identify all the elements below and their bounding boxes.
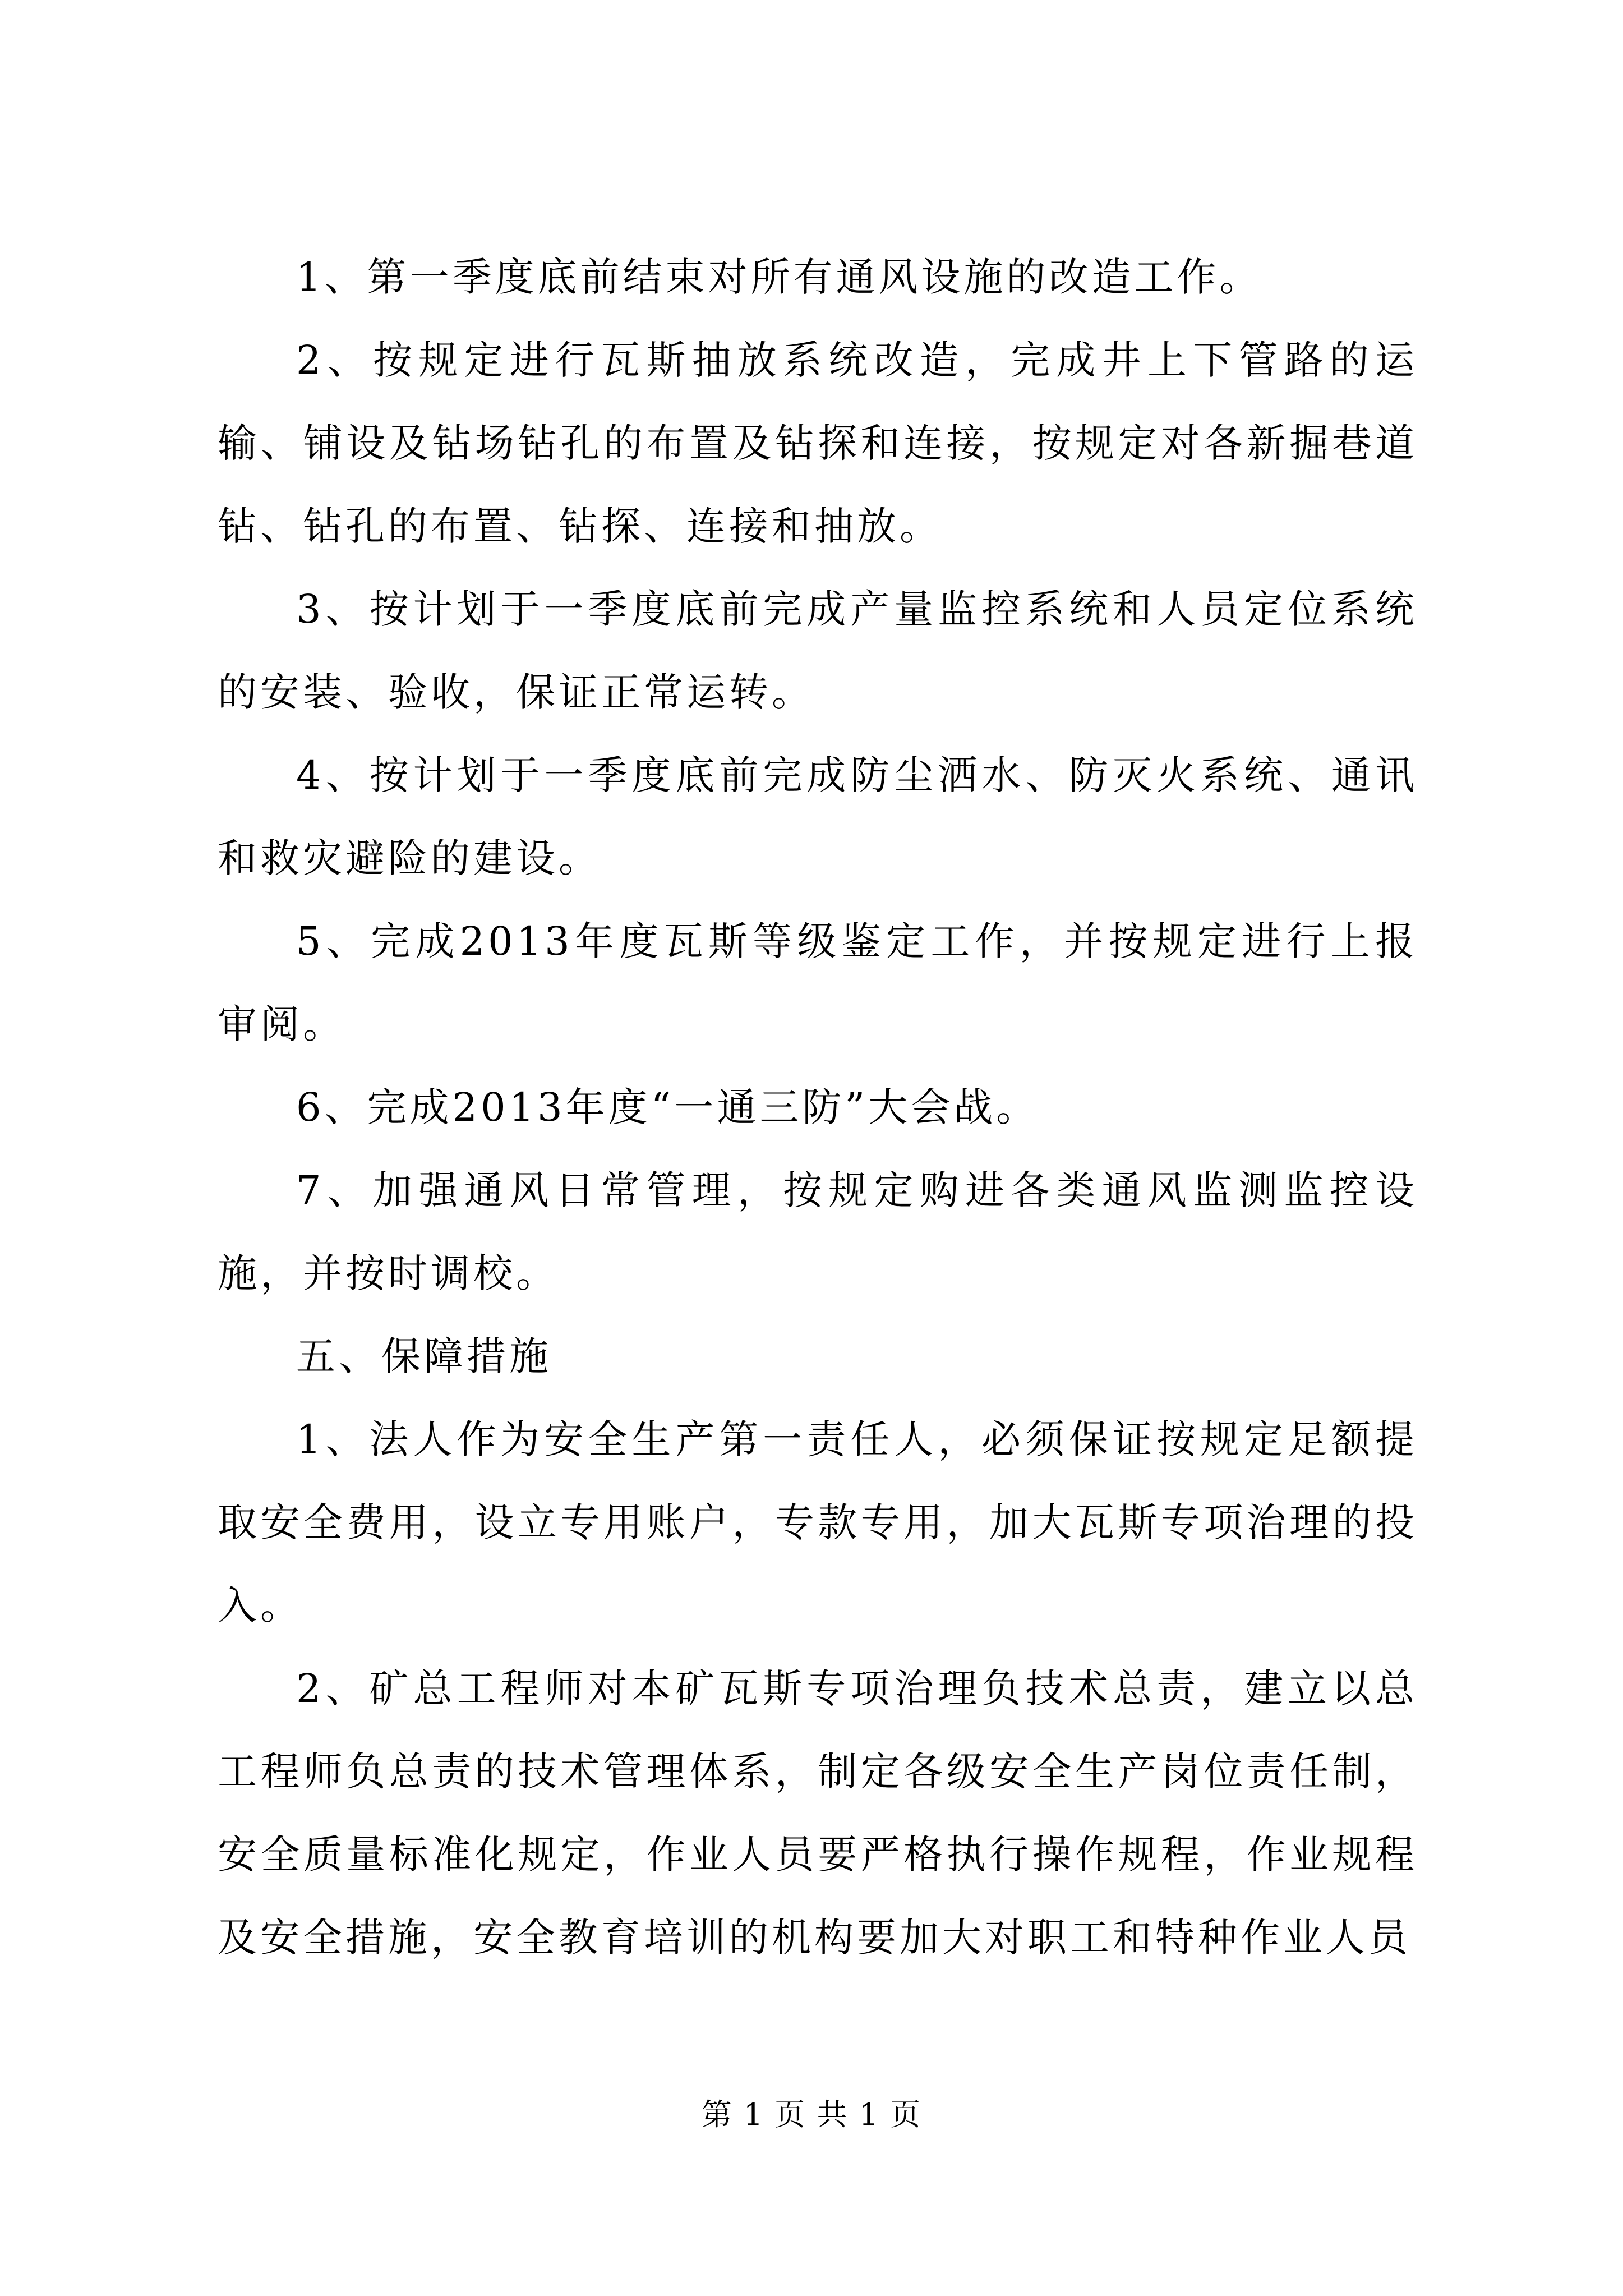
page-number-label: 第 1 页 共 1 页 — [701, 2097, 922, 2132]
page-footer — [0, 2092, 1623, 2137]
paragraph-1: 1、第一季度底前结束对所有通风设施的改造工作。 — [296, 254, 1262, 300]
paragraph-6: 6、完成2013年度“一通三防”大会战。 — [296, 1084, 1039, 1130]
paragraph-3: 3、按计划于一季度底前完成产量监控系统和人员定位系统的安装、验收，保证正常运转。 — [218, 586, 1418, 715]
paragraph-8: 1、法人作为安全生产第一责任人，必须保证按规定足额提取安全费用，设立专用账户，专款专用，加大瓦斯专项治理的投入。 — [218, 1416, 1418, 1628]
document-body — [218, 236, 1418, 1979]
paragraph-7: 7、加强通风日常管理，按规定购进各类通风监测监控设施，并按时调校。 — [218, 1167, 1418, 1296]
paragraph-5: 5、完成2013年度瓦斯等级鉴定工作，并按规定进行上报审阅。 — [218, 918, 1418, 1047]
paragraph-9: 2、矿总工程师对本矿瓦斯专项治理负技术总责，建立以总工程师负总责的技术管理体系，制定各级安全生产岗位责任制，安全质量标准化规定，作业人员要严格执行操作规程，作业规程及安全措施，安全教育培训的机构要加大对职工和特种作业人员 — [218, 1665, 1418, 1961]
paragraph-4: 4、按计划于一季度底前完成防尘洒水、防灭火系统、通讯和救灾避险的建设。 — [218, 752, 1418, 881]
paragraph-2: 2、按规定进行瓦斯抽放系统改造，完成井上下管路的运输、铺设及钻场钻孔的布置及钻探和连接，按规定对各新掘巷道钻、钻孔的布置、钻探、连接和抽放。 — [218, 337, 1418, 549]
section-heading-safeguards: 五、保障措施 — [296, 1333, 552, 1379]
